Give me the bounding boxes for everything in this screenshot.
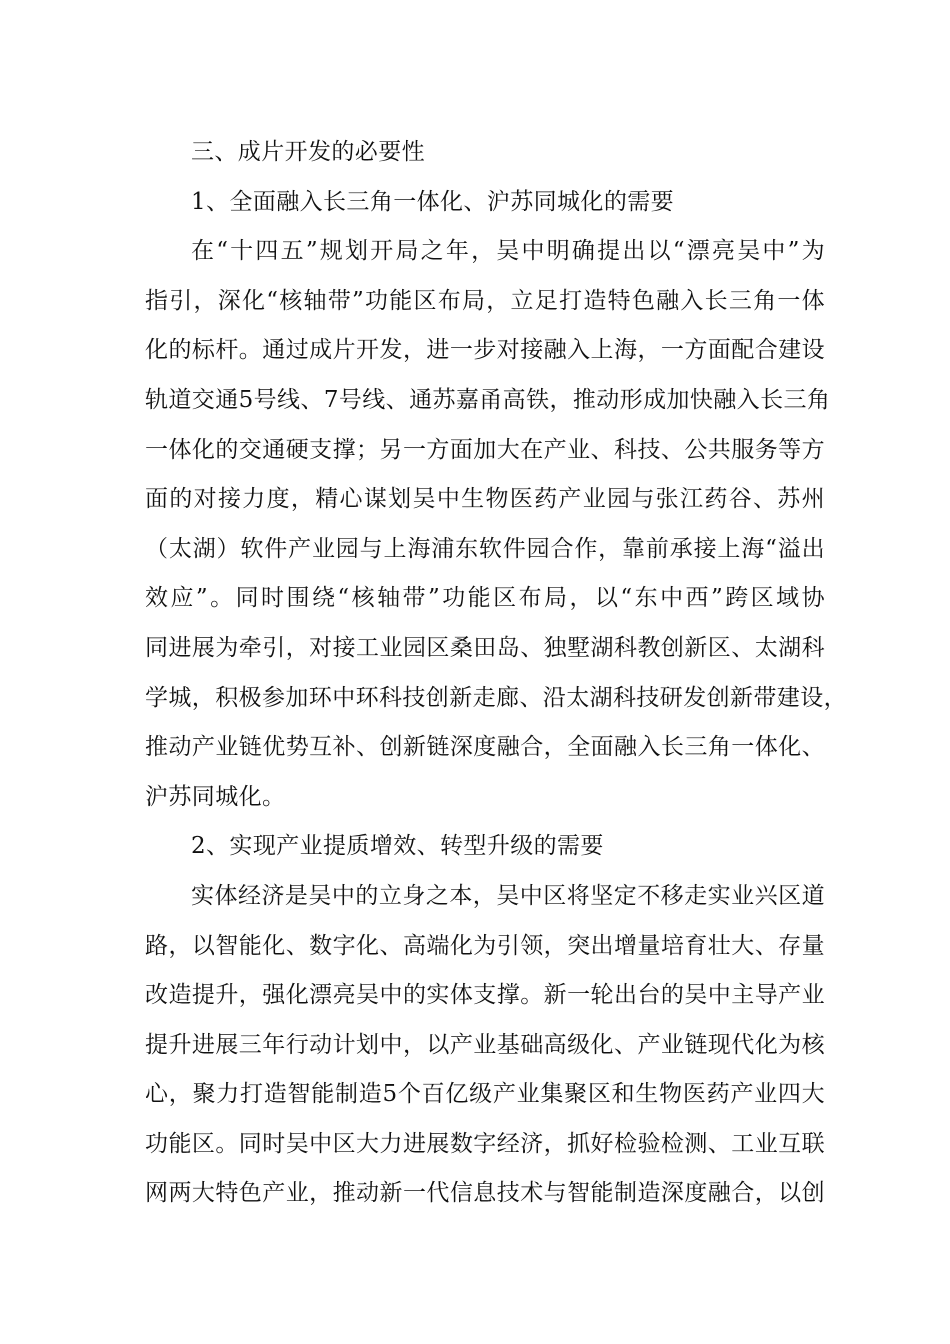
- paragraph-line: 化的标杆。通过成片开发，进一步对接融入上海，一方面配合建设: [145, 337, 825, 364]
- paragraph-line: 在“十四五”规划开局之年，吴中明确提出以“漂亮吴中”为: [191, 238, 825, 265]
- paragraph-line: （太湖）软件产业园与上海浦东软件园合作，靠前承接上海“溢出: [145, 535, 825, 562]
- paragraph-line: 轨道交通5号线、7号线、通苏嘉甬高铁，推动形成加快融入长三角: [145, 386, 831, 413]
- paragraph-line: 面的对接力度，精心谋划吴中生物医药产业园与张江药谷、苏州: [145, 486, 825, 513]
- subsection-heading-1: 1、全面融入长三角一体化、沪苏同城化的需要: [191, 188, 675, 215]
- section-heading: 三、成片开发的必要性: [191, 139, 425, 165]
- paragraph-line: 推动产业链优势互补、创新链深度融合，全面融入长三角一体化、: [145, 734, 825, 761]
- document-body: [145, 128, 847, 1219]
- paragraph-line: 功能区。同时吴中区大力进展数字经济，抓好检验检测、工业互联: [145, 1130, 825, 1157]
- paragraph-line: 心，聚力打造智能制造5个百亿级产业集聚区和生物医药产业四大: [145, 1081, 825, 1108]
- paragraph-line: 效应”。同时围绕“核轴带”功能区布局，以“东中西”跨区域协: [145, 585, 825, 612]
- paragraph-line: 一体化的交通硬支撑；另一方面加大在产业、科技、公共服务等方: [145, 436, 825, 463]
- paragraph-line: 提升进展三年行动计划中，以产业基础高级化、产业链现代化为核: [145, 1031, 825, 1058]
- paragraph-line: 网两大特色产业，推动新一代信息技术与智能制造深度融合，以创: [145, 1180, 825, 1207]
- paragraph-2: [145, 872, 825, 1219]
- paragraph-line: 沪苏同城化。: [145, 783, 286, 810]
- paragraph-line: 实体经济是吴中的立身之本，吴中区将坚定不移走实业兴区道: [191, 882, 825, 909]
- paragraph-line: 路，以智能化、数字化、高端化为引领，突出增量培育壮大、存量: [145, 932, 825, 959]
- paragraph-line: 指引，深化“核轴带”功能区布局，立足打造特色融入长三角一体: [145, 287, 825, 314]
- paragraph-1: [145, 227, 847, 822]
- subsection-heading-2: 2、实现产业提质增效、转型升级的需要: [191, 833, 604, 860]
- paragraph-line: 学城，积极参加环中环科技创新走廊、沿太湖科技研发创新带建设，: [145, 684, 847, 711]
- paragraph-line: 改造提升，强化漂亮吴中的实体支撑。新一轮出台的吴中主导产业: [145, 982, 825, 1009]
- paragraph-line: 同进展为牵引，对接工业园区桑田岛、独墅湖科教创新区、太湖科: [145, 634, 825, 661]
